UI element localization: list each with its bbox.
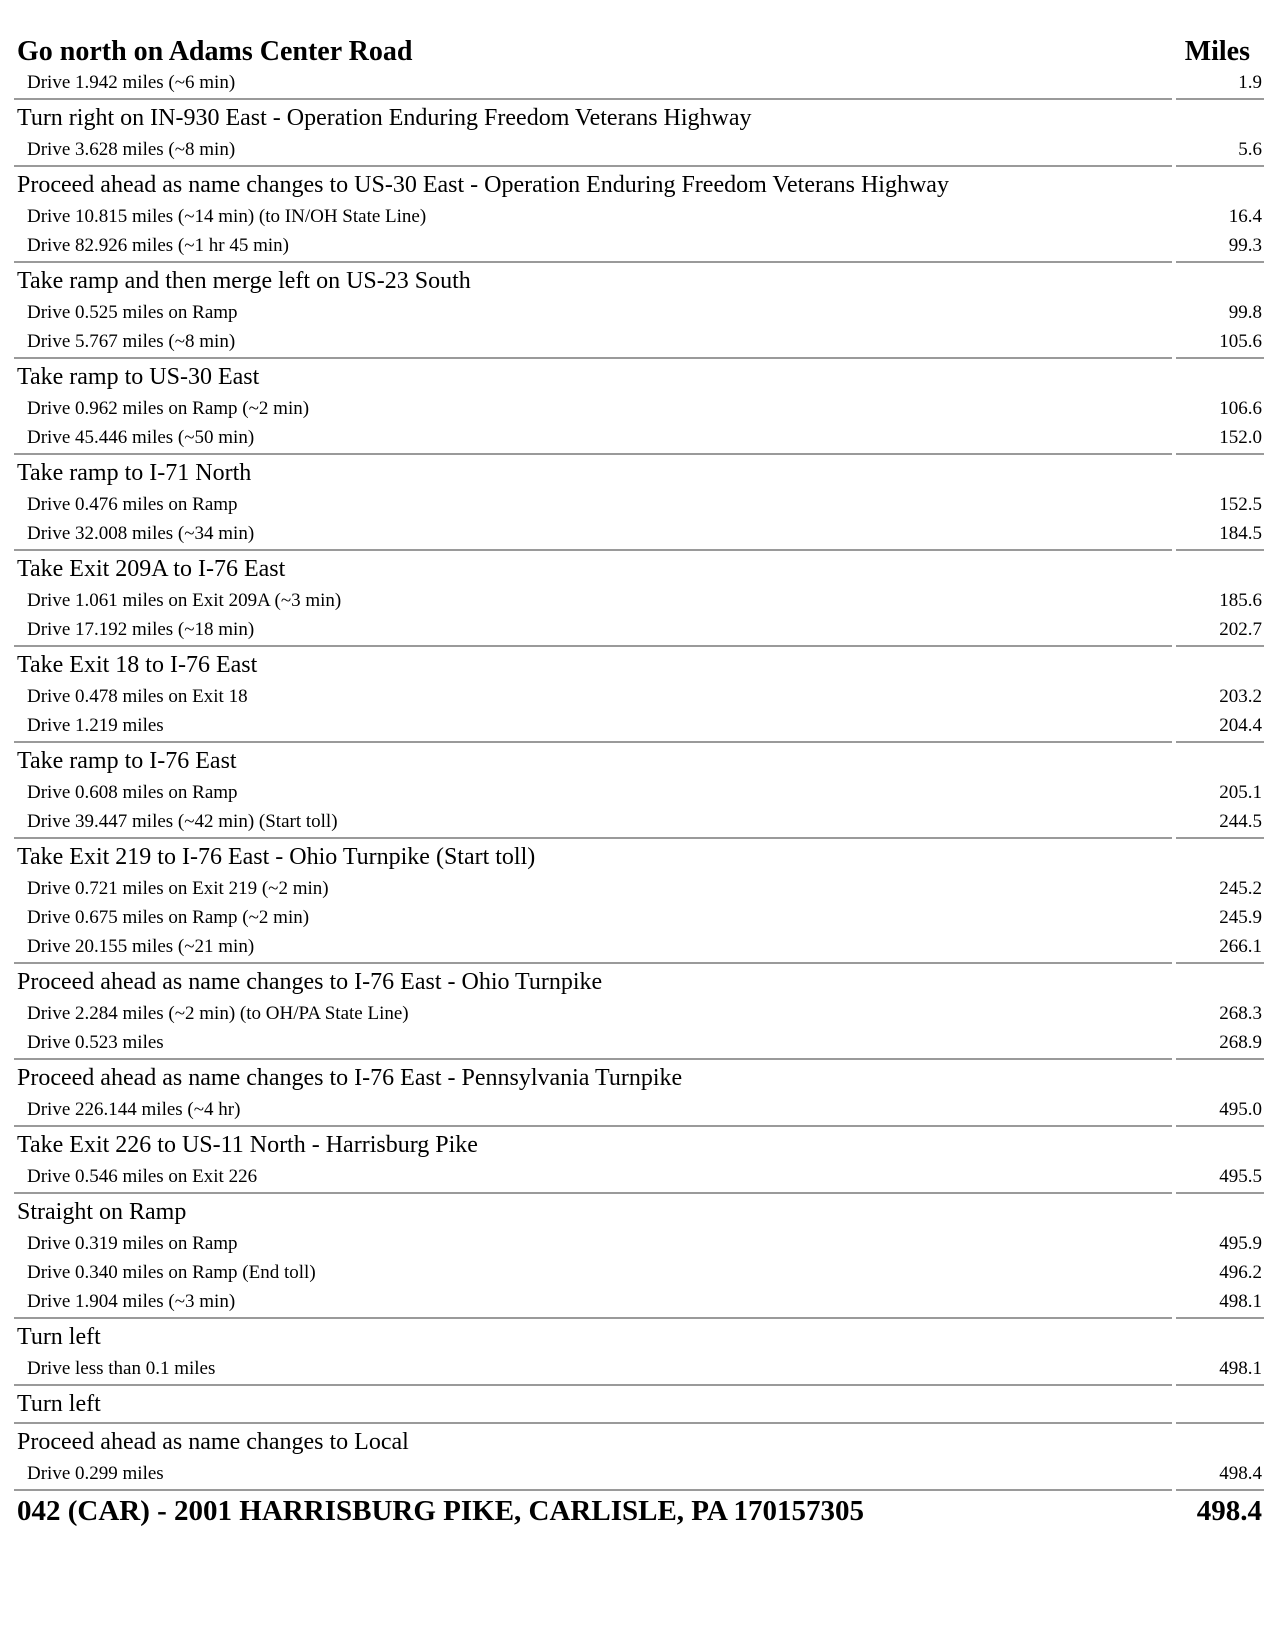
drive-row [14, 1028, 1264, 1057]
step-title-row [14, 1424, 1264, 1459]
step-title-row [14, 1127, 1264, 1162]
direction-step [14, 551, 1264, 647]
cumulative-miles: 184.5 [1219, 522, 1262, 544]
cumulative-miles: 5.6 [1238, 138, 1262, 160]
drive-instruction: Drive 32.008 miles (~34 min) [27, 522, 255, 544]
row-separator [14, 261, 1264, 263]
direction-step [14, 1194, 1264, 1319]
drive-instruction: Drive 0.476 miles on Ramp [27, 493, 238, 515]
cumulative-miles: 1.9 [1238, 71, 1262, 93]
cumulative-miles: 268.3 [1219, 1002, 1262, 1024]
step-instruction: Take Exit 226 to US-11 North - Harrisburg Pike [17, 1131, 478, 1158]
row-separator [14, 1058, 1264, 1060]
drive-row [14, 1459, 1264, 1488]
cumulative-miles: 495.0 [1219, 1098, 1262, 1120]
step-title-row [14, 263, 1264, 298]
drive-instruction: Drive 0.478 miles on Exit 18 [27, 685, 248, 707]
drive-instruction: Drive 0.546 miles on Exit 226 [27, 1165, 258, 1187]
step-instruction: Proceed ahead as name changes to US-30 East - Operation Enduring Freedom Veterans Highway [17, 171, 949, 198]
cumulative-miles: 99.8 [1228, 301, 1262, 323]
cumulative-miles: 244.5 [1219, 810, 1262, 832]
drive-row [14, 519, 1264, 548]
step-title-row [14, 647, 1264, 682]
cumulative-miles: 106.6 [1219, 397, 1262, 419]
step-title-row [14, 743, 1264, 778]
drive-row [14, 298, 1264, 327]
step-instruction: Proceed ahead as name changes to I-76 East - Ohio Turnpike [17, 968, 603, 995]
direction-step [14, 167, 1264, 263]
row-separator [14, 1192, 1264, 1194]
drive-row [14, 903, 1264, 932]
cumulative-miles: 498.1 [1219, 1357, 1262, 1379]
drive-instruction: Drive 17.192 miles (~18 min) [27, 618, 255, 640]
row-separator [14, 1125, 1264, 1127]
cumulative-miles: 498.1 [1219, 1290, 1262, 1312]
drive-instruction: Drive 0.675 miles on Ramp (~2 min) [27, 906, 310, 928]
step-title-row [14, 1386, 1264, 1421]
drive-row [14, 68, 1264, 97]
drive-instruction: Drive 0.299 miles [27, 1462, 164, 1484]
cumulative-miles: 498.4 [1219, 1462, 1262, 1484]
step-instruction: Take Exit 219 to I-76 East - Ohio Turnpike (Start toll) [17, 843, 536, 870]
drive-instruction: Drive 0.721 miles on Exit 219 (~2 min) [27, 877, 329, 899]
destination-address: 042 (CAR) - 2001 HARRISBURG PIKE, CARLISLE, PA 170157305 [17, 1494, 864, 1527]
drive-row [14, 327, 1264, 356]
row-separator [14, 962, 1264, 964]
row-separator [14, 98, 1264, 100]
drive-row [14, 807, 1264, 836]
step-instruction: Proceed ahead as name changes to Local [17, 1428, 409, 1455]
drive-row [14, 1354, 1264, 1383]
direction-step [14, 1060, 1264, 1127]
drive-instruction: Drive 10.815 miles (~14 min) (to IN/OH State Line) [27, 205, 427, 227]
drive-instruction: Drive 0.319 miles on Ramp [27, 1232, 238, 1254]
direction-step [14, 964, 1264, 1060]
drive-row [14, 423, 1264, 452]
cumulative-miles: 495.5 [1219, 1165, 1262, 1187]
step-title-row [14, 1194, 1264, 1229]
cumulative-miles: 185.6 [1219, 589, 1262, 611]
step-title-row [14, 167, 1264, 202]
cumulative-miles: 268.9 [1219, 1031, 1262, 1053]
drive-row [14, 778, 1264, 807]
drive-instruction: Drive 0.608 miles on Ramp [27, 781, 238, 803]
drive-row [14, 1287, 1264, 1316]
drive-row [14, 615, 1264, 644]
step-instruction: Take Exit 18 to I-76 East [17, 651, 258, 678]
direction-step [14, 359, 1264, 455]
total-miles: 498.4 [1196, 1494, 1262, 1527]
drive-instruction: Drive 1.219 miles [27, 714, 164, 736]
row-separator [14, 741, 1264, 743]
drive-instruction: Drive 5.767 miles (~8 min) [27, 330, 236, 352]
direction-step [14, 1319, 1264, 1386]
step-instruction: Take ramp to US-30 East [17, 363, 260, 390]
row-separator [14, 1422, 1264, 1424]
direction-step [14, 647, 1264, 743]
drive-row [14, 586, 1264, 615]
direction-step [14, 263, 1264, 359]
drive-instruction: Drive 1.061 miles on Exit 209A (~3 min) [27, 589, 342, 611]
step-instruction: Take ramp to I-76 East [17, 747, 237, 774]
step-title-row [14, 551, 1264, 586]
cumulative-miles: 105.6 [1219, 330, 1262, 352]
cumulative-miles: 266.1 [1219, 935, 1262, 957]
step-instruction: Turn left [17, 1390, 101, 1417]
drive-row [14, 1095, 1264, 1124]
drive-instruction: Drive 0.962 miles on Ramp (~2 min) [27, 397, 310, 419]
start-instruction: Go north on Adams Center Road [17, 36, 413, 67]
drive-instruction: Drive 82.926 miles (~1 hr 45 min) [27, 234, 289, 256]
step-title-row [14, 839, 1264, 874]
drive-instruction: Drive 0.523 miles [27, 1031, 164, 1053]
header-row [14, 32, 1264, 68]
cumulative-miles: 16.4 [1228, 205, 1262, 227]
drive-row [14, 394, 1264, 423]
drive-row [14, 202, 1264, 231]
direction-step [14, 1424, 1264, 1491]
row-separator [14, 1317, 1264, 1319]
miles-column-header: Miles [1184, 36, 1250, 67]
drive-row [14, 874, 1264, 903]
step-title-row [14, 1319, 1264, 1354]
drive-row [14, 1229, 1264, 1258]
step-title-row [14, 964, 1264, 999]
drive-instruction: Drive 45.446 miles (~50 min) [27, 426, 255, 448]
row-separator [14, 357, 1264, 359]
drive-row [14, 682, 1264, 711]
row-separator [14, 837, 1264, 839]
step-title-row [14, 100, 1264, 135]
direction-step [14, 1386, 1264, 1424]
step-instruction: Take ramp to I-71 North [17, 459, 252, 486]
drive-instruction: Drive 2.284 miles (~2 min) (to OH/PA State Line) [27, 1002, 409, 1024]
cumulative-miles: 99.3 [1228, 234, 1262, 256]
first-drive-group [14, 68, 1264, 100]
step-instruction: Straight on Ramp [17, 1198, 187, 1225]
cumulative-miles: 202.7 [1219, 618, 1262, 640]
drive-instruction: Drive less than 0.1 miles [27, 1357, 216, 1379]
step-title-row [14, 359, 1264, 394]
drive-instruction: Drive 3.628 miles (~8 min) [27, 138, 236, 160]
destination-row [14, 1491, 1264, 1531]
drive-row [14, 999, 1264, 1028]
row-separator [14, 165, 1264, 167]
step-instruction: Take ramp and then merge left on US-23 South [17, 267, 471, 294]
step-list [14, 100, 1264, 1491]
row-separator [14, 453, 1264, 455]
cumulative-miles: 495.9 [1219, 1232, 1262, 1254]
cumulative-miles: 203.2 [1219, 685, 1262, 707]
step-instruction: Take Exit 209A to I-76 East [17, 555, 286, 582]
cumulative-miles: 152.0 [1219, 426, 1262, 448]
cumulative-miles: 204.4 [1219, 714, 1262, 736]
drive-instruction: Drive 0.525 miles on Ramp [27, 301, 238, 323]
step-instruction: Turn right on IN-930 East - Operation Enduring Freedom Veterans Highway [17, 104, 752, 131]
drive-row [14, 932, 1264, 961]
drive-row [14, 135, 1264, 164]
drive-instruction: Drive 20.155 miles (~21 min) [27, 935, 255, 957]
step-title-row [14, 455, 1264, 490]
row-separator [14, 549, 1264, 551]
cumulative-miles: 496.2 [1219, 1261, 1262, 1283]
drive-instruction: Drive 0.340 miles on Ramp (End toll) [27, 1261, 316, 1283]
drive-row [14, 1258, 1264, 1287]
drive-row [14, 231, 1264, 260]
row-separator [14, 1489, 1264, 1491]
direction-step [14, 839, 1264, 964]
row-separator [14, 1384, 1264, 1386]
drive-instruction: Drive 1.904 miles (~3 min) [27, 1290, 236, 1312]
direction-step [14, 1127, 1264, 1194]
direction-step [14, 743, 1264, 839]
step-title-row [14, 1060, 1264, 1095]
cumulative-miles: 245.9 [1219, 906, 1262, 928]
directions-table [14, 32, 1264, 1531]
step-instruction: Proceed ahead as name changes to I-76 East - Pennsylvania Turnpike [17, 1064, 683, 1091]
drive-row [14, 490, 1264, 519]
direction-step [14, 100, 1264, 167]
drive-row [14, 1162, 1264, 1191]
cumulative-miles: 205.1 [1219, 781, 1262, 803]
drive-row [14, 711, 1264, 740]
cumulative-miles: 152.5 [1219, 493, 1262, 515]
drive-instruction: Drive 1.942 miles (~6 min) [27, 71, 236, 93]
cumulative-miles: 245.2 [1219, 877, 1262, 899]
step-instruction: Turn left [17, 1323, 101, 1350]
row-separator [14, 645, 1264, 647]
drive-instruction: Drive 39.447 miles (~42 min) (Start toll) [27, 810, 338, 832]
drive-instruction: Drive 226.144 miles (~4 hr) [27, 1098, 241, 1120]
direction-step [14, 455, 1264, 551]
